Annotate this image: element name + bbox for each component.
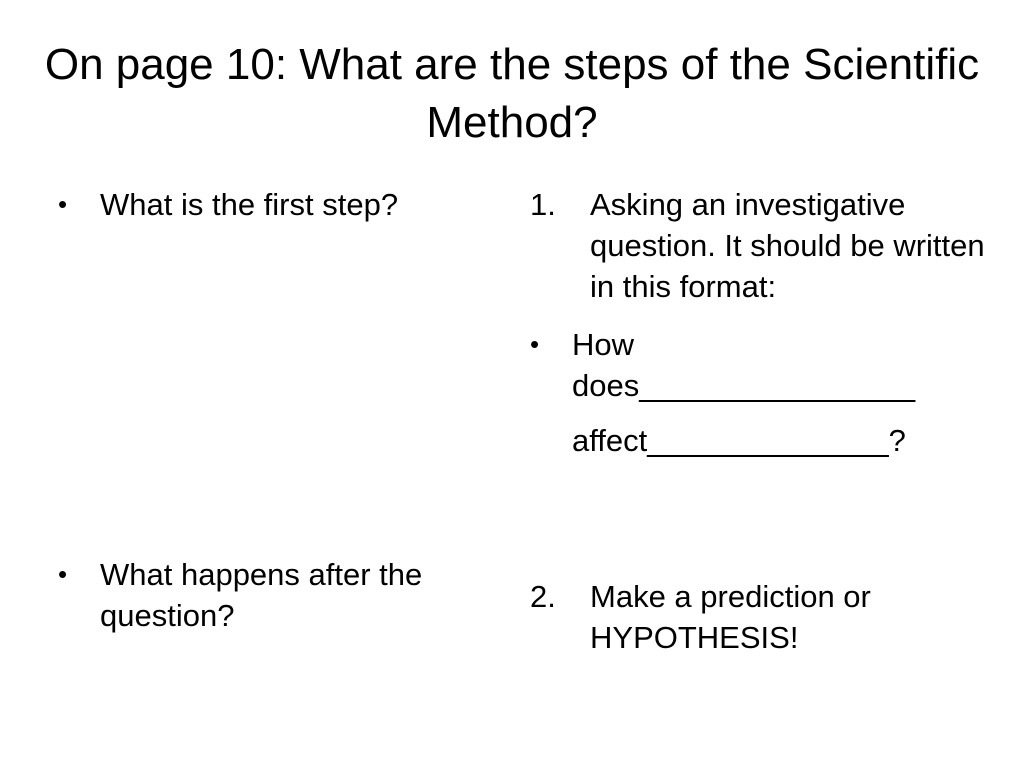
format-continuation: affect______________?: [572, 423, 906, 458]
question-item: [58, 554, 498, 636]
question-item: [58, 184, 498, 225]
bullet-icon: •: [530, 329, 540, 359]
step-text: Asking an investigative question. It should be written in this format:: [590, 187, 985, 304]
step-item: [530, 184, 1000, 307]
question-text: What is the first step?: [100, 187, 399, 222]
bullet-icon: •: [58, 189, 68, 219]
step-text: Make a prediction or HYPOTHESIS!: [590, 579, 871, 655]
question-text: What happens after the question?: [100, 557, 423, 633]
step-item: [530, 576, 1000, 658]
format-item: [530, 324, 970, 406]
left-column: [58, 184, 498, 744]
step-number: 2.: [530, 579, 556, 614]
format-text: How does________________: [572, 327, 916, 403]
right-column: [530, 184, 1010, 744]
step-number: 1.: [530, 187, 556, 222]
slide-title: On page 10: What are the steps of the Scientific Method?: [44, 40, 980, 147]
bullet-icon: •: [58, 559, 68, 589]
